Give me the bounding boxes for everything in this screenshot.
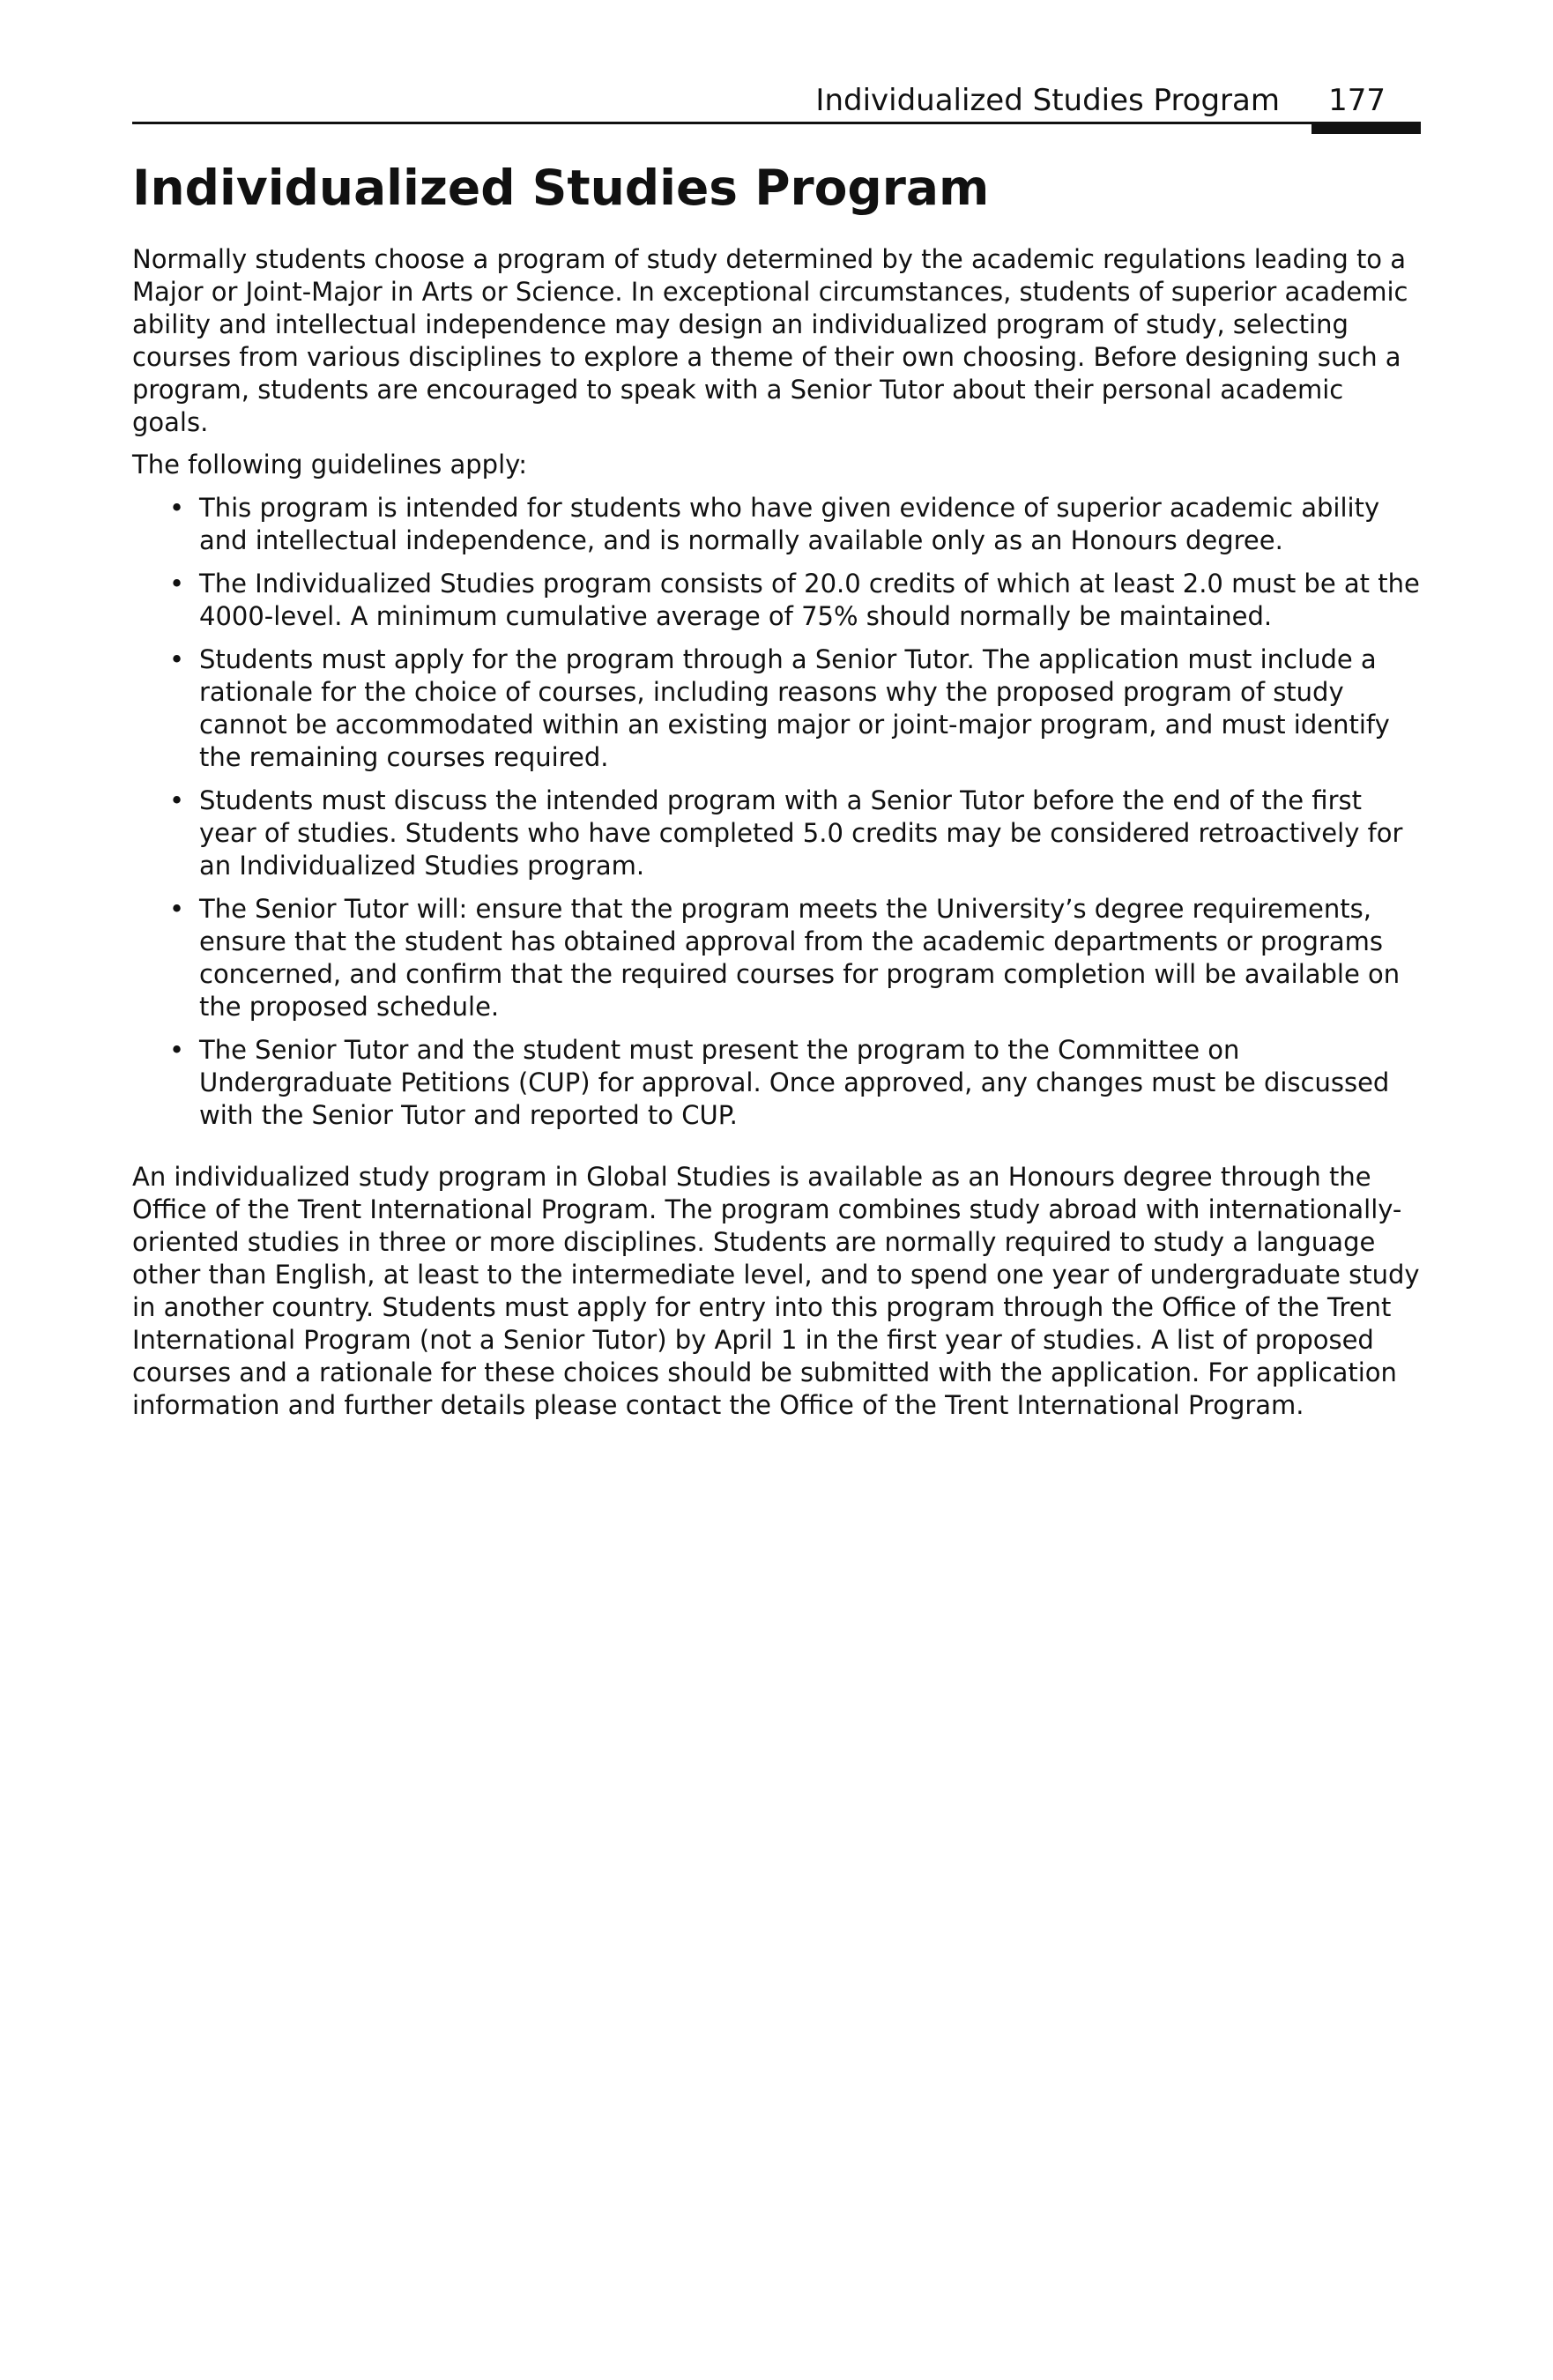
guideline-text: The Senior Tutor and the student must present the program to the Committee on Undergraduate Petitions (CUP) for approval. Once approved, any changes must be discussed with the Senior Tutor and reported to CUP. [199, 1035, 1390, 1130]
guideline-text: The Individualized Studies program consists of 20.0 credits of which at least 2.0 must be at the 4000-level. A minimum cumulative average of 75% should normally be maintained. [199, 569, 1420, 631]
guideline-item [132, 893, 1421, 1023]
running-header-title: Individualized Studies Program [815, 83, 1280, 118]
bullet-icon: • [169, 569, 185, 599]
guideline-item [132, 568, 1421, 633]
guideline-item [132, 1034, 1421, 1132]
bullet-icon: • [169, 1035, 185, 1065]
guideline-item [132, 492, 1421, 557]
guideline-item [132, 643, 1421, 774]
guideline-text: The Senior Tutor will: ensure that the program meets the University’s degree requirements, ensure that the student has obtained approval from the academic departments or programs concerned, and confirm that the required courses for program completion will be available on the proposed schedule. [199, 894, 1401, 1022]
guideline-text: Students must apply for the program through a Senior Tutor. The application must include a rationale for the choice of courses, including reasons why the proposed program of study cannot be accommodated within an existing major or joint-major program, and must identify the remaining courses required. [199, 644, 1390, 772]
guidelines-lead: The following guidelines apply: [132, 450, 527, 480]
running-header [132, 83, 1421, 136]
guideline-text: Students must discuss the intended program with a Senior Tutor before the end of the first year of studies. Students who have completed 5.0 credits may be considered retroactively for an Individualized Studies program. [199, 785, 1403, 881]
guideline-text: This program is intended for students who have given evidence of superior academic ability and intellectual independence, and is normally available only as an Honours degree. [199, 493, 1380, 555]
document-body [132, 243, 1421, 1422]
guideline-item [132, 785, 1421, 882]
page-number: 177 [1328, 83, 1386, 118]
header-rule [132, 122, 1421, 124]
guidelines-list [132, 492, 1421, 1132]
global-studies-paragraph: An individualized study program in Global Studies is available as an Honours degree through the Office of the Trent International Program. The program combines study abroad with internationally-oriented studies in three or more disciplines. Students are normally required to study a language other than English, at least to the intermediate level, and to spend one year of undergraduate study in another country. Students must apply for entry into this program through the Office of the Trent International Program (not a Senior Tutor) by April 1 in the first year of studies. A list of proposed courses and a rationale for these choices should be submitted with the application. For application information and further details please contact the Office of the Trent International Program. [132, 1162, 1420, 1420]
bullet-icon: • [169, 785, 185, 815]
bullet-icon: • [169, 493, 185, 523]
header-tab-marker [1312, 122, 1421, 134]
page-title: Individualized Studies Program [132, 160, 990, 216]
intro-paragraph: Normally students choose a program of study determined by the academic regulations leading to a Major or Joint-Major in Arts or Science. In exceptional circumstances, students of superior academic ability and intellectual independence may design an individualized program of study, selecting courses from various disciplines to explore a theme of their own choosing. Before designing such a program, students are encouraged to speak with a Senior Tutor about their personal academic goals. [132, 244, 1408, 437]
bullet-icon: • [169, 894, 185, 924]
bullet-icon: • [169, 644, 185, 674]
